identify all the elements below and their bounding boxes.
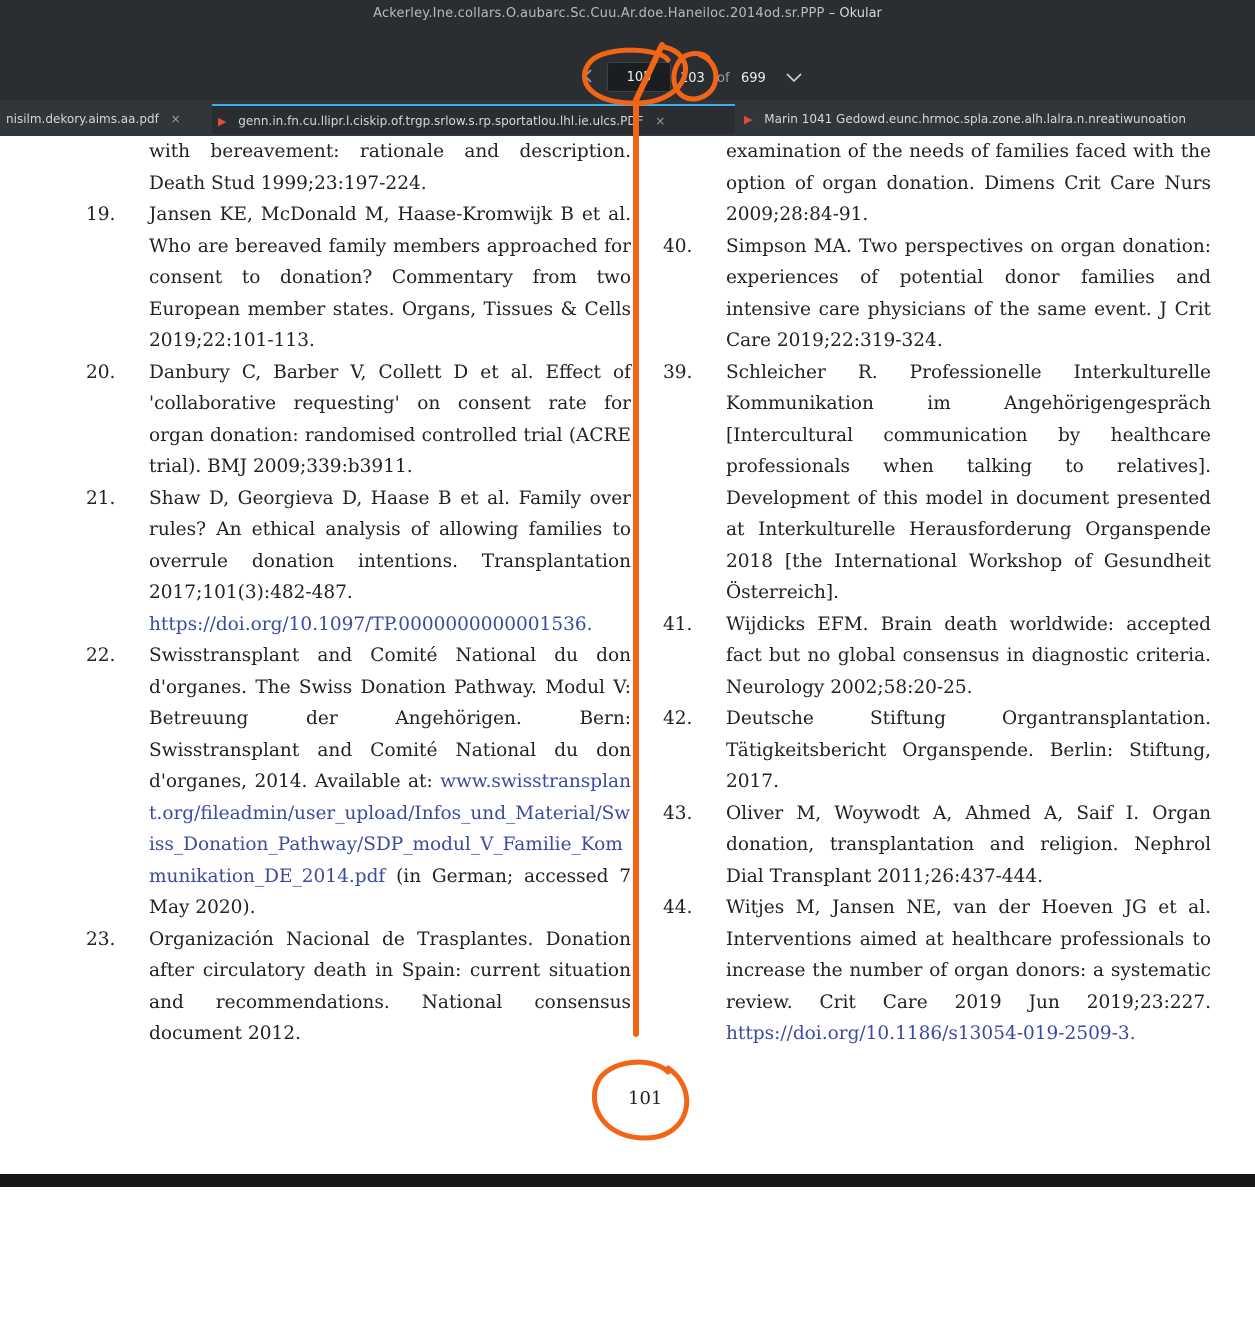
reference-text-wrap (726, 892, 1211, 1050)
chevron-left-icon[interactable] (578, 68, 598, 88)
document-tab-bar (0, 100, 1255, 136)
reference-text: Oliver M, Woywodt A, Ahmed A, Saif I. Organ donation, transplantation and religion. Nephrol Dial Transplant 2011;26:437-444. (726, 802, 1211, 887)
reference-text: Organización Nacional de Trasplantes. Donation after circulatory death in Spain: current situation and recommendations. National consensus document 2012. (149, 928, 631, 1044)
page-number: 101 (628, 1088, 663, 1109)
pdf-icon: ▶ (218, 115, 227, 128)
reference-item (86, 483, 631, 641)
close-icon[interactable]: × (655, 114, 666, 128)
reference-text: Swisstransplant and Comité National du don d'organes. The Swiss Donation Pathway. Modul V: Betreuung der Angehörigen. Bern: Swisstransplant and Comité National du don d'organes, 2014. Available at: (149, 645, 631, 792)
window-titlebar (0, 0, 1255, 28)
reference-item (86, 924, 631, 1050)
total-pages: 699 (741, 71, 766, 86)
tab-label: nisilm.dekory.aims.aa.pdf (6, 112, 159, 126)
reference-text: Simpson MA. Two perspectives on organ donation: experiences of potential donor families and intensive care physicians of the same event. J Crit Care 2019;22:319-324. (726, 235, 1211, 351)
reference-text: Jansen KE, McDonald M, Haase-Kromwijk B et al. Who are bereaved family members approached for consent to donation? Commentary from two European member states. Organs, Tissues & Cells 2019;22:101-113. (149, 204, 631, 351)
reference-number: 39. (663, 361, 693, 383)
reference-item (86, 640, 631, 924)
reference-number: 19. (86, 204, 116, 225)
reference-text: Schleicher R. Professionelle Interkulturelle Kommunikation im Angehörigengespräch [Intercultural communication by healthcare professionals when talking to relatives]. Development of this model in document presented at Interkulturelle Herausforderung Organspende 2018 [the International Workshop of Gesundheit Österreich]. (726, 361, 1211, 603)
reference-item (86, 199, 631, 357)
reference-item (663, 231, 1211, 357)
tab-label: genn.in.fn.cu.llipr.l.ciskip.of.trgp.srlow.s.rp.sportatlou.lhl.ie.ulcs.PDF (238, 114, 644, 128)
reference-text: examination of the needs of families faced with the option of organ donation. Dimens Crit Care Nurs 2009;28:84-91. (726, 141, 1211, 225)
page-label: 103 (680, 71, 705, 86)
tab-document-1[interactable] (0, 104, 210, 134)
window-title-app: Okular (839, 6, 882, 21)
chevron-down-icon[interactable] (783, 68, 805, 88)
reference-item (86, 136, 631, 199)
reference-item (663, 798, 1211, 893)
reference-number: 22. (86, 645, 116, 666)
reference-number: 23. (86, 928, 116, 950)
reference-number: 42. (663, 708, 693, 729)
reference-text-wrap (149, 640, 631, 924)
left-reference-column (86, 136, 631, 1050)
tab-label: Marin 1041 Gedowd.eunc.hrmoc.spla.zone.alh.lalra.n.nreatiwunoation (764, 112, 1186, 126)
reference-tail: (in German; accessed 7 May 2020). (149, 865, 631, 918)
right-reference-column (663, 136, 1211, 1050)
reference-text: Wijdicks EFM. Brain death worldwide: accepted fact but no global consensus in diagnostic criteria. Neurology 2002;58:20-25. (726, 613, 1211, 698)
reference-number: 43. (663, 802, 693, 824)
tab-document-2[interactable] (212, 104, 735, 134)
window-title-separator: – (828, 6, 840, 21)
reference-text: Shaw D, Georgieva D, Haase B et al. Family over rules? An ethical analysis of allowing families to overrule donation intentions. Transplantation 2017;101(3):482-487. (149, 487, 631, 603)
reference-text: Danbury C, Barber V, Collett D et al. Effect of 'collaborative requesting' on consent rate for organ donation: randomised controlled trial (ACRE trial). BMJ 2009;339:b3911. (149, 361, 631, 477)
tab-document-3[interactable] (738, 104, 1255, 134)
reference-text: Witjes M, Jansen NE, van der Hoeven JG et al. Interventions aimed at healthcare professionals to increase the number of organ donors: a systematic review. Crit Care 2019 Jun 2019;23:227. (726, 897, 1211, 1013)
reference-text: Deutsche Stiftung Organtransplantation. Tätigkeitsbericht Organspende. Berlin: Stiftung, 2017. (726, 708, 1211, 792)
reference-item (663, 136, 1211, 231)
reference-number: 20. (86, 361, 116, 383)
reference-link[interactable]: www.swisstransplant.org/fileadmin/user_upload/Infos_und_Material/Swiss_Donation_Pathway/SDP_modul_V_Familie_Kommunikation_DE_2014.pdf (149, 771, 631, 887)
reference-link[interactable]: https://doi.org/10.1186/s13054-019-2509-3. (726, 1023, 1136, 1044)
reference-link[interactable]: https://doi.org/10.1097/TP.0000000000001536. (149, 613, 593, 635)
reference-item (663, 357, 1211, 609)
window-title (0, 6, 1255, 21)
reference-item (663, 609, 1211, 704)
window-title-filename: Ackerley.Ine.collars.O.aubarc.Sc.Cuu.Ar.doe.Haneiloc.2014od.sr.PPP (373, 6, 825, 21)
bottom-divider (0, 1174, 1255, 1187)
reference-item (86, 357, 631, 483)
reference-item (663, 703, 1211, 798)
reference-item (663, 892, 1211, 1050)
page-number-input[interactable] (607, 62, 671, 92)
pdf-icon: ▶ (744, 113, 753, 126)
reference-number: 40. (663, 235, 693, 257)
reference-number: 44. (663, 897, 693, 918)
close-icon[interactable]: × (170, 112, 181, 126)
document-page (0, 136, 1255, 1174)
toolbar (0, 28, 1255, 100)
reference-text-wrap (149, 483, 631, 641)
of-label: of (717, 71, 730, 86)
reference-text: with bereavement: rationale and description. Death Stud 1999;23:197-224. (149, 141, 631, 194)
reference-number: 21. (86, 487, 116, 509)
reference-number: 41. (663, 613, 693, 635)
